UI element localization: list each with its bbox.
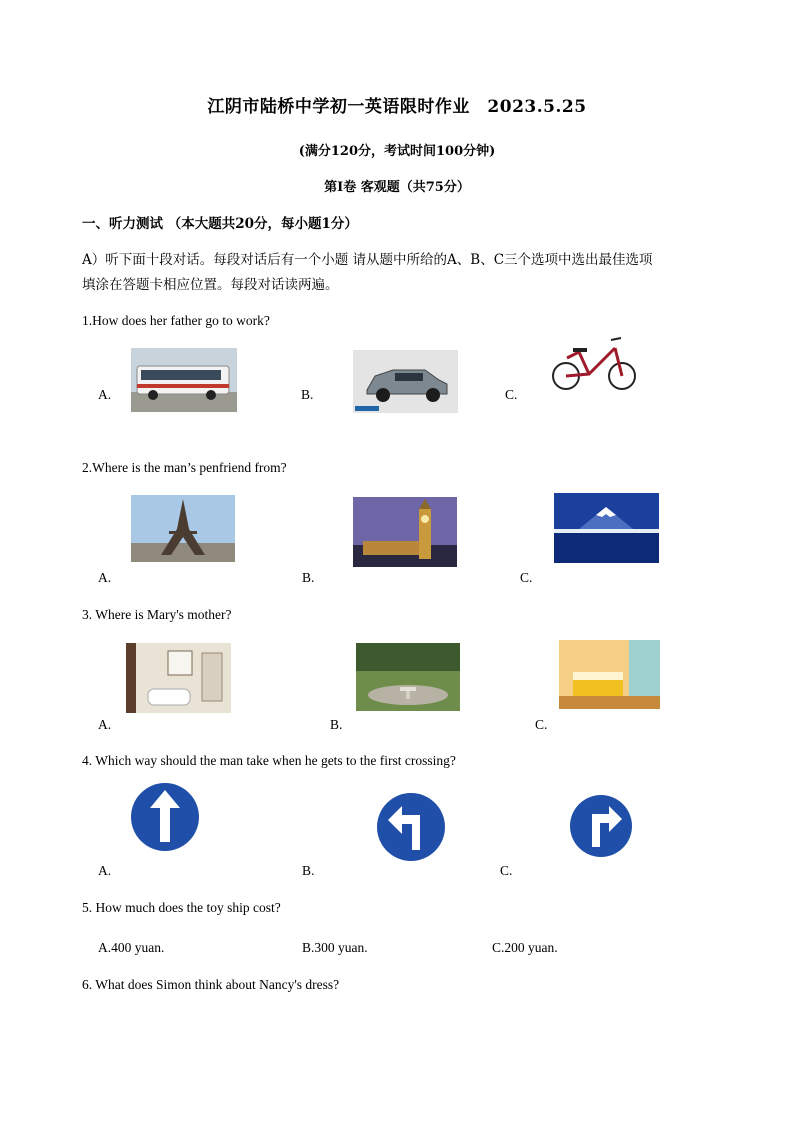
option-c-label: C.	[535, 717, 548, 732]
option-c-label: C.	[520, 570, 533, 585]
instruction-line: A）听下面十段对话。每段对话后有一个小题 请从题中所给的A、B、C三个选项中选出最佳选项	[82, 252, 653, 268]
question-4: 4. Which way should the man take when he gets to the first crossing?	[82, 753, 456, 768]
instructions	[82, 248, 732, 298]
option-a: A.400 yuan.	[98, 940, 165, 955]
option-b: B.300 yuan.	[302, 940, 368, 955]
section-heading: 第Ⅰ卷 客观题（共75分）	[324, 180, 470, 195]
option-c-label: C.	[505, 387, 518, 402]
page-title: 江阴市陆桥中学初一英语限时作业 2023.5.25	[207, 97, 587, 117]
question-5: 5. How much does the toy ship cost?	[82, 900, 281, 915]
option-c: C.200 yuan.	[492, 940, 558, 955]
eiffel-tower-photo	[131, 495, 235, 562]
question-2: 2.Where is the man’s penfriend from?	[82, 460, 287, 475]
part-heading: 一、听力测试 （本大题共20分，每小题1分）	[82, 216, 358, 232]
option-a-label: A.	[98, 387, 112, 402]
bicycle-photo	[549, 330, 639, 394]
question-1: 1.How does her father go to work?	[82, 313, 270, 328]
right-turn-sign	[567, 792, 635, 860]
option-b-label: B.	[302, 863, 315, 878]
option-b-label: B.	[330, 717, 343, 732]
car-photo	[353, 350, 458, 413]
question-6: 6. What does Simon think about Nancy's dress?	[82, 977, 340, 992]
option-b-label: B.	[302, 570, 315, 585]
straight-arrow-sign	[128, 780, 202, 854]
option-c-label: C.	[500, 863, 513, 878]
big-ben-photo	[353, 497, 457, 567]
question-3: 3. Where is Mary's mother?	[82, 607, 232, 622]
mount-fuji-photo	[554, 493, 659, 563]
option-a-label: A.	[98, 863, 112, 878]
option-b-label: B.	[301, 387, 314, 402]
score-time-note: (满分120分，考试时间100分钟)	[298, 144, 496, 159]
left-turn-sign	[374, 790, 448, 864]
park-photo	[356, 643, 460, 711]
option-a-label: A.	[98, 717, 112, 732]
bus-photo	[131, 348, 237, 412]
bedroom-photo	[559, 640, 660, 709]
option-a-label: A.	[98, 570, 112, 585]
instruction-line: 填涂在答题卡相应位置。每段对话读两遍。	[82, 277, 339, 293]
bathroom-photo	[126, 643, 231, 713]
